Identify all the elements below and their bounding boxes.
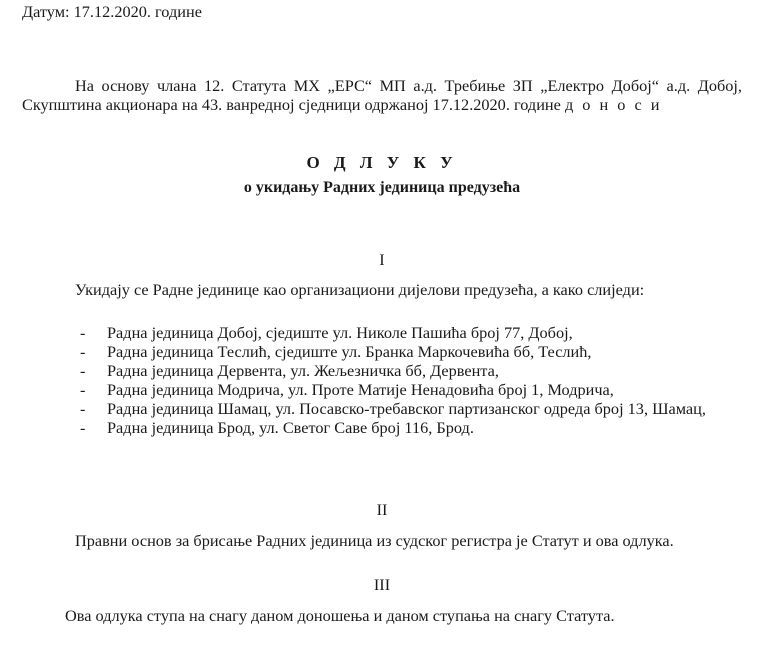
list-dash: - bbox=[80, 399, 86, 418]
list-item-text: Радна јединица Модрича, ул. Проте Матије Ненадовића број 1, Модрича, bbox=[107, 380, 614, 399]
list-item-text: Радна јединица Шамац, ул. Посавско-требавског партизанског одреда број 13, Шамац, bbox=[107, 399, 706, 418]
list-item bbox=[22, 342, 742, 361]
list-item-text: Радна јединица Теслић, сједиште ул. Бранка Маркочевића бб, Теслић, bbox=[107, 342, 592, 361]
work-units-list bbox=[22, 323, 742, 437]
list-dash: - bbox=[80, 380, 86, 399]
list-dash: - bbox=[80, 361, 86, 380]
list-item bbox=[22, 361, 742, 380]
list-item-text: Радна јединица Добој, сједиште ул. Николе Пашића број 77, Добој, bbox=[107, 323, 573, 342]
document-title: О Д Л У К У bbox=[306, 153, 458, 172]
document-date: Датум: 17.12.2020. године bbox=[22, 2, 202, 21]
intro-spaced-word: д о н о с и bbox=[564, 95, 663, 114]
list-dash: - bbox=[80, 418, 86, 437]
section-number-2: II bbox=[376, 500, 388, 519]
section-3-text: Ова одлука ступа на снагу даном доношења и даном ступања на снагу Статута. bbox=[65, 606, 615, 625]
list-item bbox=[22, 323, 742, 342]
section-number-1: I bbox=[379, 250, 385, 269]
section-1-text: Укидају се Радне јединице као организациони дијелови предузећа, а како слиједи: bbox=[75, 280, 645, 299]
list-item bbox=[22, 399, 742, 418]
list-item bbox=[22, 380, 742, 399]
list-dash: - bbox=[80, 323, 86, 342]
intro-text: На основу члана 12. Статута МХ „ЕРС“ МП а.д. Требиње ЗП „Електро Добој“ а.д. Добој, Скупштина акционара на 43. ванредној сједници одржаној 17.12.2020. године bbox=[22, 76, 742, 114]
list-item-text: Радна јединица Брод, ул. Светог Саве број 116, Брод. bbox=[107, 418, 474, 437]
section-1-paragraph bbox=[22, 280, 742, 299]
section-2-paragraph bbox=[22, 531, 742, 550]
section-number-3: III bbox=[373, 575, 391, 594]
section-2-text: Правни основ за брисање Радних јединица из судског регистра је Статут и ова одлука. bbox=[75, 531, 674, 550]
list-item bbox=[22, 418, 742, 437]
list-item-text: Радна јединица Дервента, ул. Жељезничка бб, Дервента, bbox=[107, 361, 499, 380]
document-subtitle: о укидању Радних јединица предузећа bbox=[243, 179, 521, 196]
section-3-paragraph bbox=[22, 606, 742, 625]
list-dash: - bbox=[80, 342, 86, 361]
intro-paragraph bbox=[22, 76, 742, 114]
